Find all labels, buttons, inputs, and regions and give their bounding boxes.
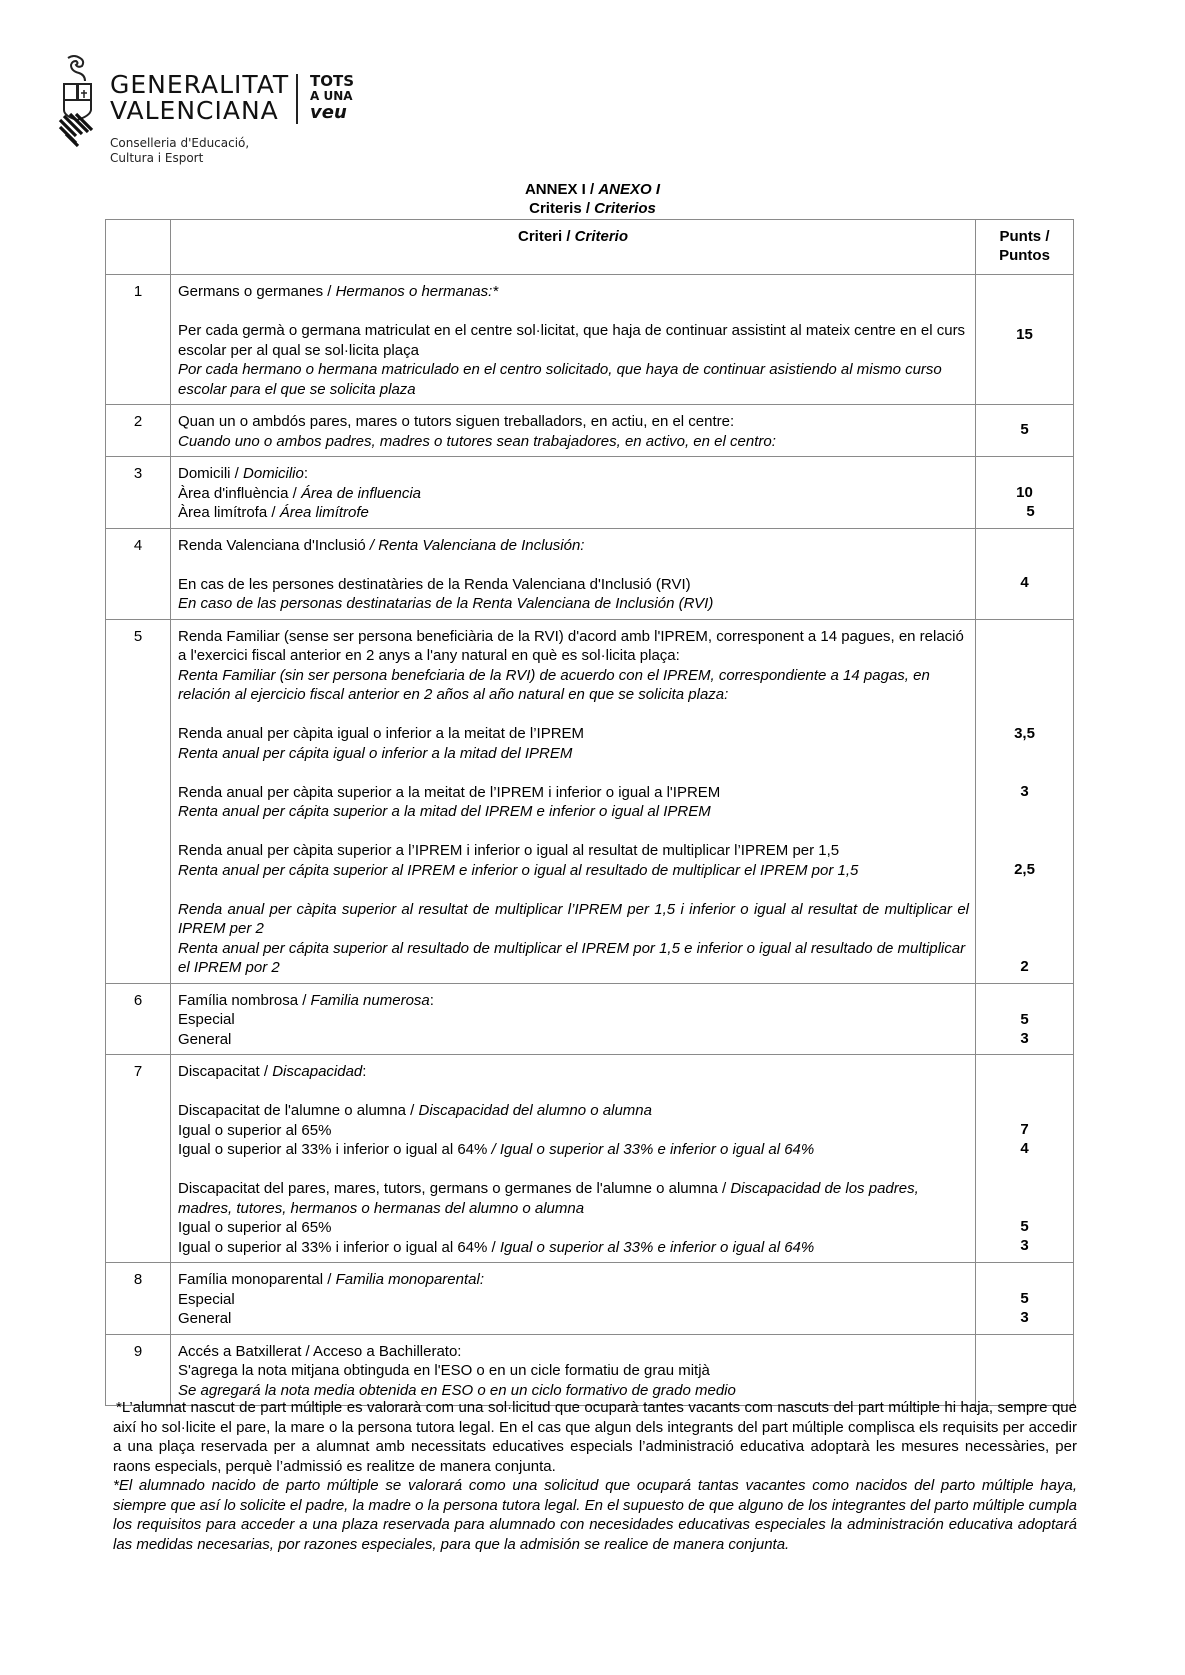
table-header-row xyxy=(106,220,1074,275)
criteria-cell xyxy=(171,983,976,1055)
points-value: 4 xyxy=(1020,1140,1029,1157)
points-value: 3 xyxy=(1020,1237,1029,1254)
title-ca: Discapacitat / xyxy=(178,1063,273,1080)
points-value: 3 xyxy=(1020,1309,1029,1326)
footnote xyxy=(113,1398,1077,1554)
header-number-cell xyxy=(106,220,171,275)
row-number: 8 xyxy=(106,1263,171,1335)
slogan-line-2: A UNA xyxy=(310,89,353,103)
title-es: Hermanos o hermanas:* xyxy=(335,283,499,300)
criteria-intro-ca: Renda Familiar (sense ser persona beneficiària de la RVI) d'acord amb l'IPREM, corresponent a 14 pagues, en relació a l'exercici fiscal anterior en 2 anys a l'any natural en què es sol·licita plaça: xyxy=(178,627,964,664)
logo-divider xyxy=(296,74,298,124)
department-name xyxy=(110,136,249,166)
criteria-cell xyxy=(171,457,976,529)
criteria-item: Igual o superior al 65% xyxy=(178,1219,332,1236)
points-value: 3 xyxy=(1020,1029,1029,1047)
points-value: 5 xyxy=(1026,503,1035,520)
points-value: 2,5 xyxy=(1014,860,1035,878)
criteria-item: General xyxy=(178,1310,232,1327)
criteria-cell xyxy=(171,405,976,457)
row-number: 2 xyxy=(106,405,171,457)
criteria-item xyxy=(178,1238,969,1258)
criteria-title xyxy=(178,282,969,302)
points-cell xyxy=(976,528,1074,619)
item-es: Área de influencia xyxy=(300,484,422,502)
criteria-title-es: Criterios xyxy=(594,200,656,217)
footnote-ca: *L’alumnat nascut de part múltiple es valorarà com una sol·licitud que ocuparà tantes vacants com nascuts del part múltiple hi haja, sempre que així ho sol·licite el pare, la mare o la persona tutora legal. En el cas que algun dels integrants del part múltiple complisca els requisits per accedir a una plaça reservada per a alumnat amb necessitats educatives especials l’administració educativa adoptarà les mesures necessàries, per raons especials, perquè l’admissió es realitze de manera conjunta. xyxy=(113,1399,1077,1475)
header-criteria-es: Criterio xyxy=(574,228,629,245)
group-title-ca: Discapacitat del pares, mares, tutors, germans o germanes de l'alumne o alumna / xyxy=(178,1180,731,1197)
criteria-item xyxy=(178,1140,969,1160)
item-ca: Àrea limítrofa / xyxy=(178,504,280,521)
criteria-text-es: En caso de las personas destinatarias de la Renta Valenciana de Inclusión (RVI) xyxy=(178,595,714,612)
points-value: 4 xyxy=(1020,573,1029,591)
criteria-title xyxy=(178,991,969,1011)
criteria-cell xyxy=(171,1334,976,1406)
points-cell xyxy=(976,457,1074,529)
points-value: 10 xyxy=(1016,484,1033,501)
group-title-ca: Discapacitat de l'alumne o alumna / xyxy=(178,1102,419,1119)
points-value: 5 xyxy=(1020,1218,1029,1235)
criteria-item: Especial xyxy=(178,1011,235,1028)
criteria-cell xyxy=(171,528,976,619)
group-title xyxy=(178,1101,969,1121)
title-suffix: : xyxy=(362,1063,367,1080)
title-ca: Renda Valenciana d'Inclusió xyxy=(178,536,366,554)
item-ca: Àrea d'influència / xyxy=(178,484,301,502)
annex-title-es: ANEXO I xyxy=(598,181,661,198)
points-value: 3,5 xyxy=(1014,724,1035,742)
points-value: 5 xyxy=(1020,1290,1029,1307)
criteria-intro-es: Renta Familiar (sin ser persona benefciaria de la RVI) de acuerdo con el IPREM, correspondiente a 14 pagas, en relación al ejercicio fiscal anterior en 2 años al año natural en que se solicita plaza: xyxy=(178,666,930,703)
row-number: 6 xyxy=(106,983,171,1055)
sub-criteria-es: Renta anual per cápita superior al resultado de multiplicar el IPREM por 1,5 e inferior o igual al resultado de multiplicar el IPREM por 2 xyxy=(178,939,966,976)
table-row xyxy=(106,457,1074,529)
criteria-title xyxy=(178,1270,969,1290)
points-cell xyxy=(976,405,1074,457)
sub-criteria-es: Renta anual per cápita igual o inferior a la mitad del IPREM xyxy=(178,744,573,762)
table-row xyxy=(106,1334,1074,1406)
brand-name xyxy=(110,72,289,124)
title-ca: Família nombrosa / xyxy=(178,991,311,1009)
criteria-title xyxy=(178,536,969,556)
criteria-cell xyxy=(171,1055,976,1263)
group-title xyxy=(178,1179,969,1218)
points-value: 5 xyxy=(1020,421,1029,438)
points-value: 3 xyxy=(1020,782,1029,800)
group-title-es: Discapacidad de los padres, madres, tutores, hermanos o hermanas del alumno o alumna xyxy=(178,1180,919,1217)
criteria-cell xyxy=(171,619,976,983)
title-es: Familia monoparental: xyxy=(335,1271,484,1288)
item-es: / Igual o superior al 33% e inferior o igual al 64% xyxy=(487,1141,815,1158)
criteria-text-ca: Quan un o ambdós pares, mares o tutors siguen treballadors, en actiu, en el centre: xyxy=(178,413,735,430)
header-criteria-ca: Criteri / xyxy=(517,228,575,245)
points-cell xyxy=(976,1055,1074,1263)
criteria-title xyxy=(178,464,969,484)
criteria-text-ca: S'agrega la nota mitjana obtinguda en l'ESO o en un cicle formatiu de grau mitjà xyxy=(178,1362,710,1379)
sub-criteria-es: Renta anual per cápita superior al IPREM e inferior o igual al resultado de multiplicar el IPREM por 1,5 xyxy=(178,861,859,879)
criteria-text-es: Se agregará la nota media obtenida en ESO o en un ciclo formativo de grado medio xyxy=(178,1381,736,1399)
footnote-es: *El alumnado nacido de parto múltiple se valorará como una solicitud que ocupará tantas vacantes como nacidos del parto múltiple haya, siempre que así lo solicite el padre, la madre o la persona tutora legal. En el supuesto de que alguno de los integrantes del parto múltiple cumpla los requisitos para acceder a una plaza reservada para alumnado con necesidades educativas especiales la administración educativa adoptará las medidas necesarias, por razones especiales, para que la admisión se realice de manera conjunta. xyxy=(113,1477,1077,1553)
points-value: 5 xyxy=(1020,1010,1029,1028)
criteria-item: Igual o superior al 65% xyxy=(178,1121,332,1139)
title-ca: Família monoparental / xyxy=(178,1271,336,1288)
criteria-text-ca: Per cada germà o germana matriculat en el centre sol·licitat, que haja de continuar assistint al mateix centre en el curs escolar per al qual se sol·licita plaça xyxy=(178,322,966,359)
title-ca: Germans o germanes / xyxy=(178,283,336,300)
item-es: Área limítrofe xyxy=(279,504,369,521)
sub-criteria-ca: Renda anual per càpita superior a l’IPREM i inferior o igual al resultat de multiplicar l’IPREM per 1,5 xyxy=(178,842,840,859)
points-value: 15 xyxy=(1016,326,1033,343)
item-ca: Igual o superior al 33% i inferior o igual al 64% / xyxy=(178,1238,500,1256)
slogan xyxy=(310,72,355,123)
criteria-item xyxy=(178,503,969,523)
row-number: 7 xyxy=(106,1055,171,1263)
header-points-es: Puntos xyxy=(999,247,1050,264)
criteria-title-ca: Criteris / xyxy=(529,200,595,217)
table-row xyxy=(106,528,1074,619)
sub-criteria-ca: Renda anual per càpita igual o inferior a la meitat de l’IPREM xyxy=(178,725,585,742)
row-number: 9 xyxy=(106,1334,171,1406)
table-row xyxy=(106,275,1074,405)
points-cell xyxy=(976,983,1074,1055)
table-row xyxy=(106,619,1074,983)
sub-criteria-es: Renta anual per cápita superior a la mitad del IPREM e inferior o igual al IPREM xyxy=(178,803,711,820)
title-es: Familia numerosa xyxy=(310,991,430,1009)
criteria-text-es: Por cada hermano o hermana matriculado en el centro solicitado, que haya de continuar asistiendo al mismo curso escolar para el que se solicita plaza xyxy=(178,361,942,398)
title-suffix: : xyxy=(303,465,309,482)
title-ca: Domicili / xyxy=(178,465,244,482)
points-value: 7 xyxy=(1020,1121,1029,1138)
annex-title-ca: ANNEX I / xyxy=(524,181,599,198)
header-points-ca: Punts / xyxy=(999,228,1050,245)
row-number: 4 xyxy=(106,528,171,619)
table-row xyxy=(106,1263,1074,1335)
sub-criteria-ca: Renda anual per càpita superior al resultat de multiplicar l’IPREM per 1,5 i inferior o igual al resultat de multiplicar el IPREM per 2 xyxy=(178,900,969,937)
annex-title xyxy=(0,181,1185,198)
row-number: 1 xyxy=(106,275,171,405)
points-cell xyxy=(976,1263,1074,1335)
title-suffix: : xyxy=(429,991,434,1009)
header-points-cell xyxy=(976,220,1074,275)
title-es: Domicilio xyxy=(243,465,304,482)
criteria-cell xyxy=(171,1263,976,1335)
coat-of-arms-icon xyxy=(58,54,98,149)
row-number: 3 xyxy=(106,457,171,529)
criteria-item xyxy=(178,484,969,504)
generalitat-logo xyxy=(58,54,378,169)
criteria-cell xyxy=(171,275,976,405)
slogan-line-3: veu xyxy=(310,102,347,123)
criteria-text-es: Cuando uno o ambos padres, madres o tutores sean trabajadores, en activo, en el centro: xyxy=(178,432,776,450)
table-row xyxy=(106,1055,1074,1263)
dept-line-2: Cultura i Esport xyxy=(110,151,204,165)
criteria-item: General xyxy=(178,1030,232,1048)
criteria-table xyxy=(105,219,1074,1406)
title-es: / Renta Valenciana de Inclusión: xyxy=(365,536,585,554)
group-title-es: Discapacidad del alumno o alumna xyxy=(418,1102,652,1119)
title-es: Discapacidad xyxy=(272,1063,363,1080)
brand-line-2: VALENCIANA xyxy=(110,96,279,125)
slogan-line-1: TOTS xyxy=(310,72,355,90)
table-row xyxy=(106,405,1074,457)
sub-criteria-ca: Renda anual per càpita superior a la meitat de l’IPREM i inferior o igual a l'IPREM xyxy=(178,783,721,801)
criteria-title xyxy=(178,1062,969,1082)
criteria-title: Accés a Batxillerat / Acceso a Bachillerato: xyxy=(178,1342,462,1360)
points-cell xyxy=(976,619,1074,983)
table-row xyxy=(106,983,1074,1055)
dept-line-1: Conselleria d'Educació, xyxy=(110,136,250,150)
brand-line-1: GENERALITAT xyxy=(110,70,290,99)
item-es: Igual o superior al 33% e inferior o igual al 64% xyxy=(499,1238,815,1256)
criteria-item: Especial xyxy=(178,1290,235,1308)
criteria-text-ca: En cas de les persones destinatàries de la Renda Valenciana d'Inclusió (RVI) xyxy=(178,575,691,593)
points-value: 2 xyxy=(1020,957,1029,975)
header-criteria-cell xyxy=(171,220,976,275)
criteria-title xyxy=(0,200,1185,217)
points-cell xyxy=(976,275,1074,405)
item-ca: Igual o superior al 33% i inferior o igual al 64% xyxy=(178,1141,488,1158)
points-cell xyxy=(976,1334,1074,1406)
row-number: 5 xyxy=(106,619,171,983)
